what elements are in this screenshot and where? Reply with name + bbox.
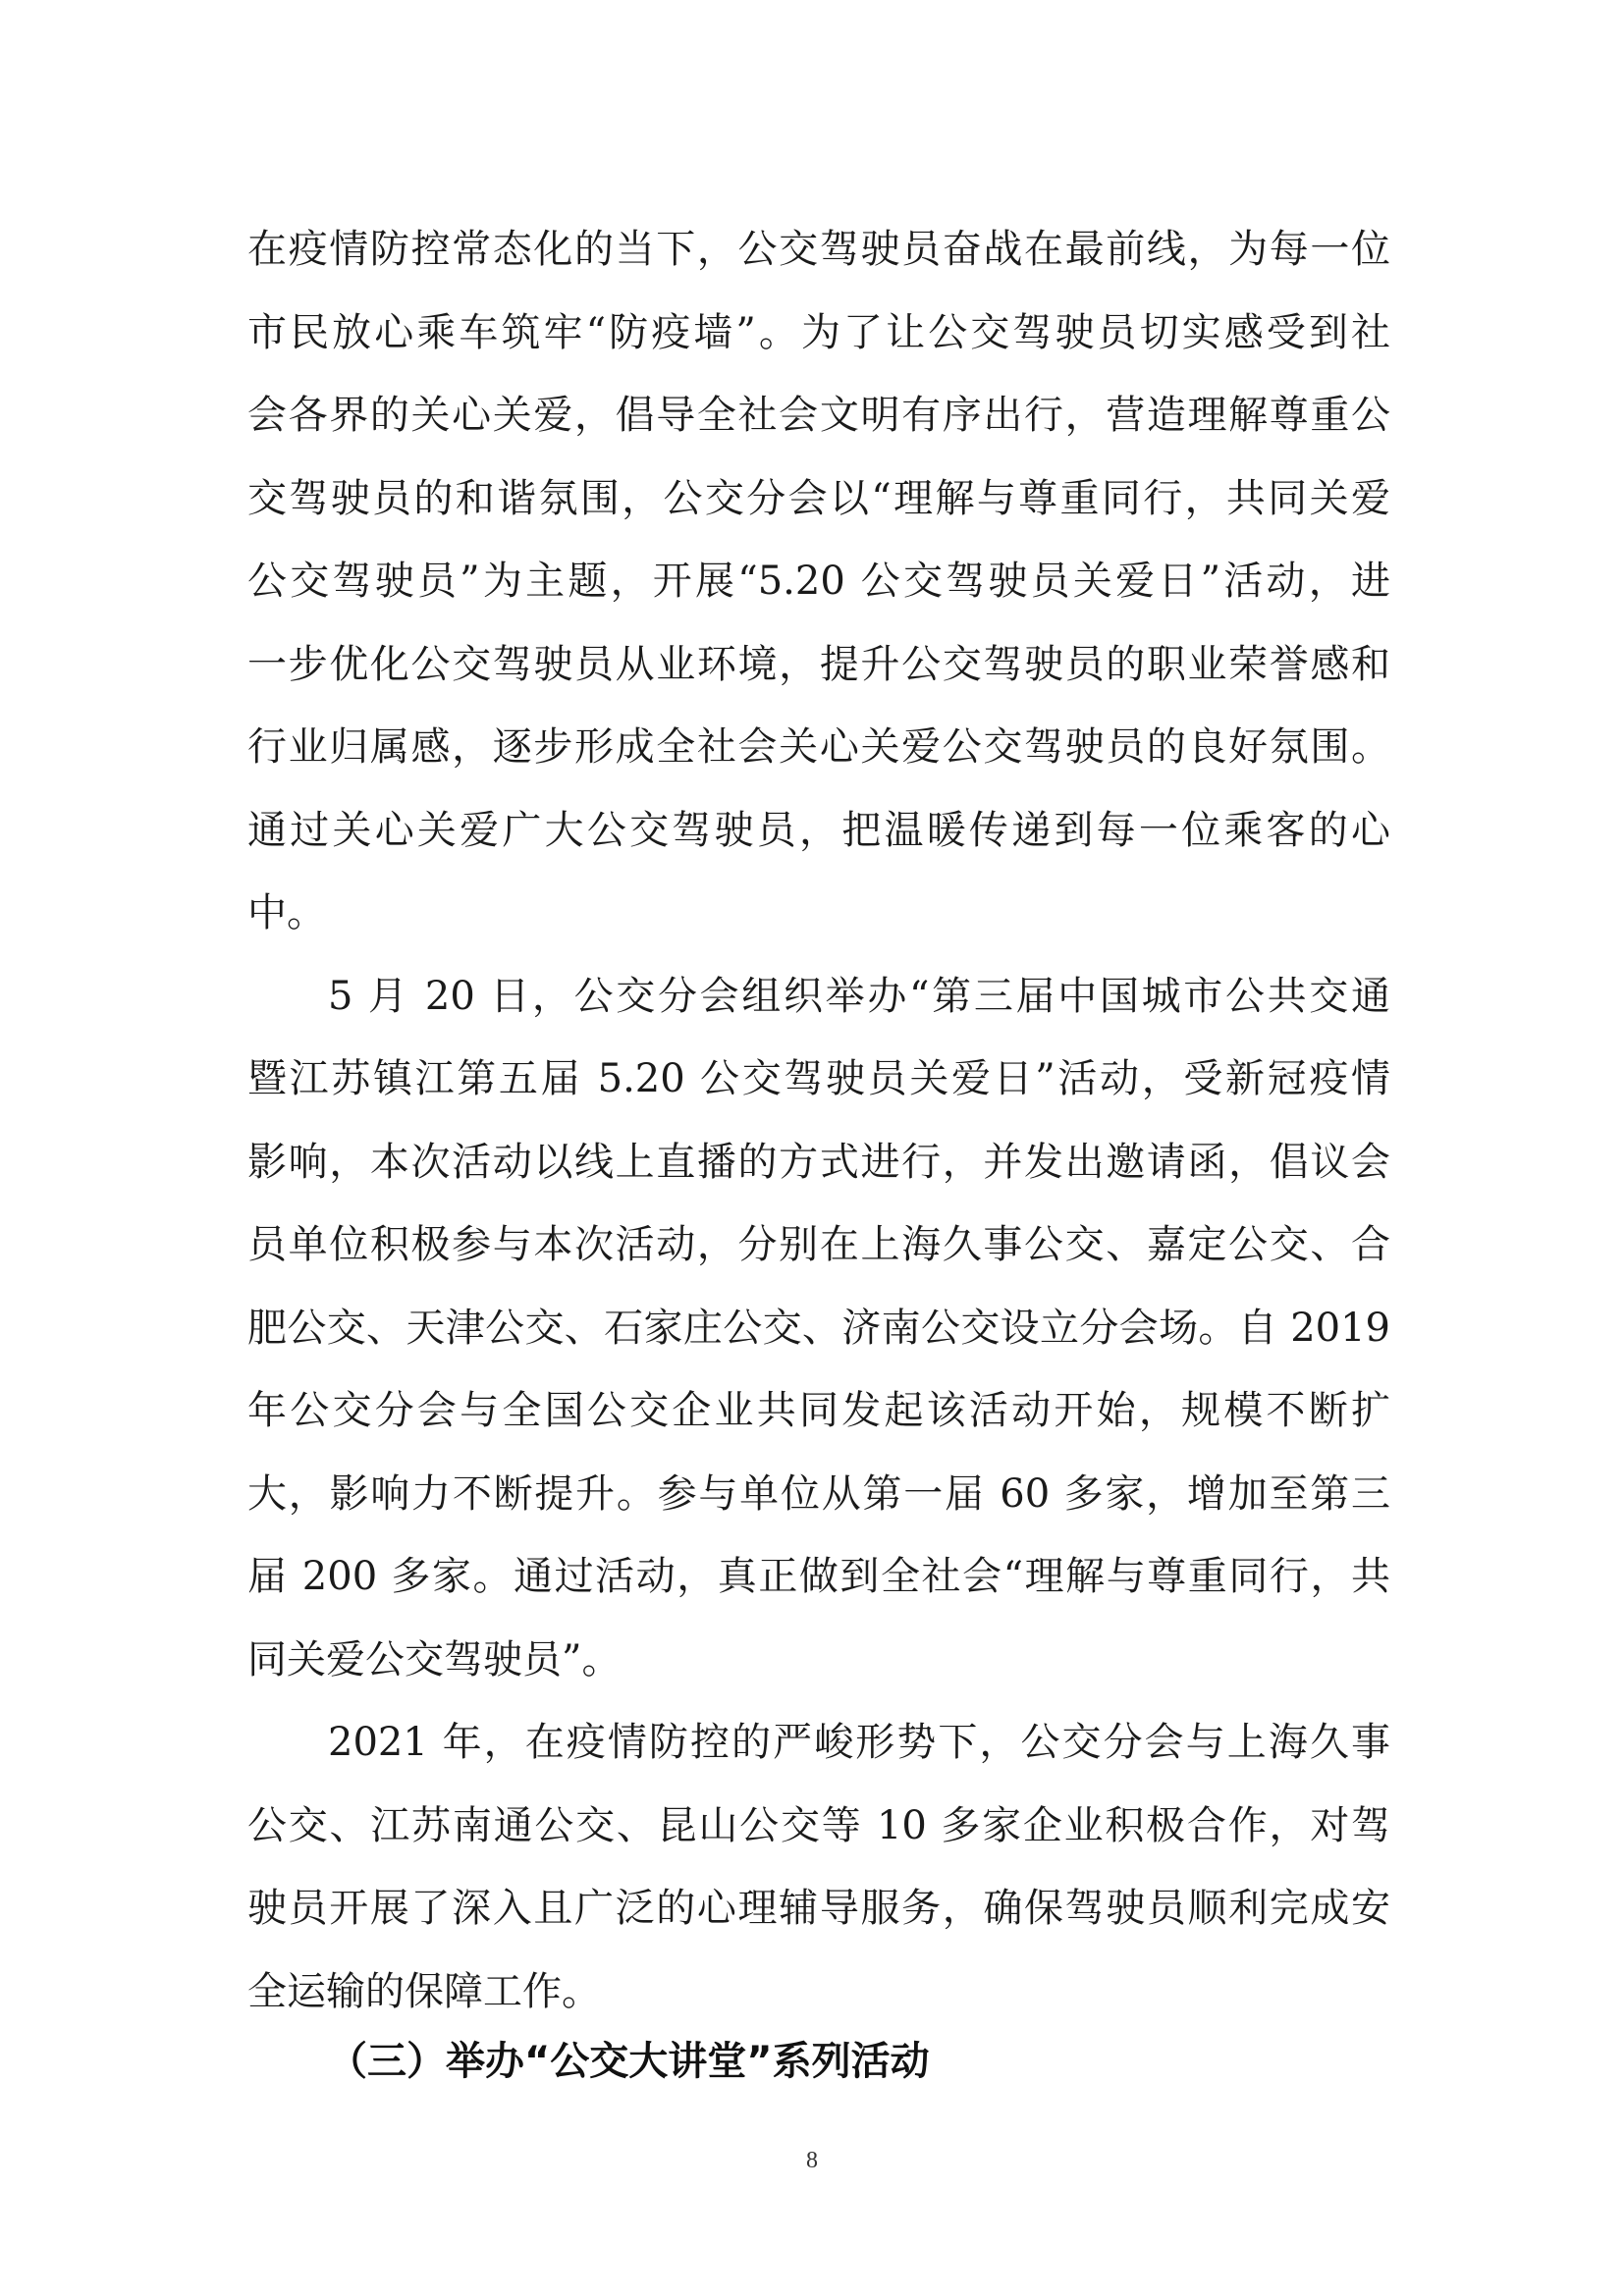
paragraph-3-line-4: 全运输的保障工作。 bbox=[247, 1968, 601, 2014]
paragraph-1-line-9: 中。 bbox=[247, 890, 326, 935]
paragraph-1-line-4: 交驾驶员的和谐氛围，公交分会以“理解与尊重同行，共同关爱 bbox=[247, 475, 1390, 521]
section-heading: （三）举办“公交大讲堂”系列活动 bbox=[328, 2039, 930, 2084]
paragraph-3-line-2: 公交、江苏南通公交、昆山公交等 10 多家企业积极合作，对驾 bbox=[247, 1802, 1390, 1848]
paragraph-1-line-8: 通过关心关爱广大公交驾驶员，把温暖传递到每一位乘客的心 bbox=[247, 807, 1390, 853]
page-number: 8 bbox=[806, 2148, 818, 2173]
paragraph-3-line-3: 驶员开展了深入且广泛的心理辅导服务，确保驾驶员顺利完成安 bbox=[247, 1886, 1390, 1931]
paragraph-2-line-2: 暨江苏镇江第五届 5.20 公交驾驶员关爱日”活动，受新冠疫情 bbox=[247, 1056, 1390, 1101]
paragraph-1-line-5: 公交驾驶员”为主题，开展“5.20 公交驾驶员关爱日”活动，进 bbox=[247, 559, 1390, 604]
paragraph-1-line-1: 在疫情防控常态化的当下，公交驾驶员奋战在最前线，为每一位 bbox=[247, 227, 1390, 272]
body-text bbox=[247, 208, 1390, 2033]
paragraph-2-line-5: 肥公交、天津公交、石家庄公交、济南公交设立分会场。自 2019 bbox=[247, 1305, 1390, 1351]
paragraph-1-line-6: 一步优化公交驾驶员从业环境，提升公交驾驶员的职业荣誉感和 bbox=[247, 641, 1390, 687]
paragraph-1-line-3: 会各界的关心关爱，倡导全社会文明有序出行，营造理解尊重公 bbox=[247, 393, 1390, 438]
paragraph-2-line-4: 员单位积极参与本次活动，分别在上海久事公交、嘉定公交、合 bbox=[247, 1222, 1390, 1267]
paragraph-2-line-7: 大，影响力不断提升。参与单位从第一届 60 多家，增加至第三 bbox=[247, 1470, 1390, 1517]
paragraph-2-line-1: 5 月 20 日，公交分会组织举办“第三届中国城市公共交通 bbox=[328, 973, 1390, 1019]
paragraph-1-line-2: 市民放心乘车筑牢“防疫墙”。为了让公交驾驶员切实感受到社 bbox=[247, 309, 1390, 355]
paragraph-2-line-8: 届 200 多家。通过活动，真正做到全社会“理解与尊重同行，共 bbox=[247, 1554, 1390, 1599]
paragraph-2-line-9: 同关爱公交驾驶员”。 bbox=[247, 1636, 622, 1682]
paragraph-2-line-6: 年公交分会与全国公交企业共同发起该活动开始，规模不断扩 bbox=[247, 1388, 1390, 1433]
paragraph-3-line-1: 2021 年，在疫情防控的严峻形势下，公交分会与上海久事 bbox=[328, 1720, 1390, 1765]
paragraph-2-line-3: 影响，本次活动以线上直播的方式进行，并发出邀请函，倡议会 bbox=[247, 1139, 1390, 1185]
paragraph-1-line-7: 行业归属感，逐步形成全社会关心关爱公交驾驶员的良好氛围。 bbox=[247, 724, 1390, 770]
